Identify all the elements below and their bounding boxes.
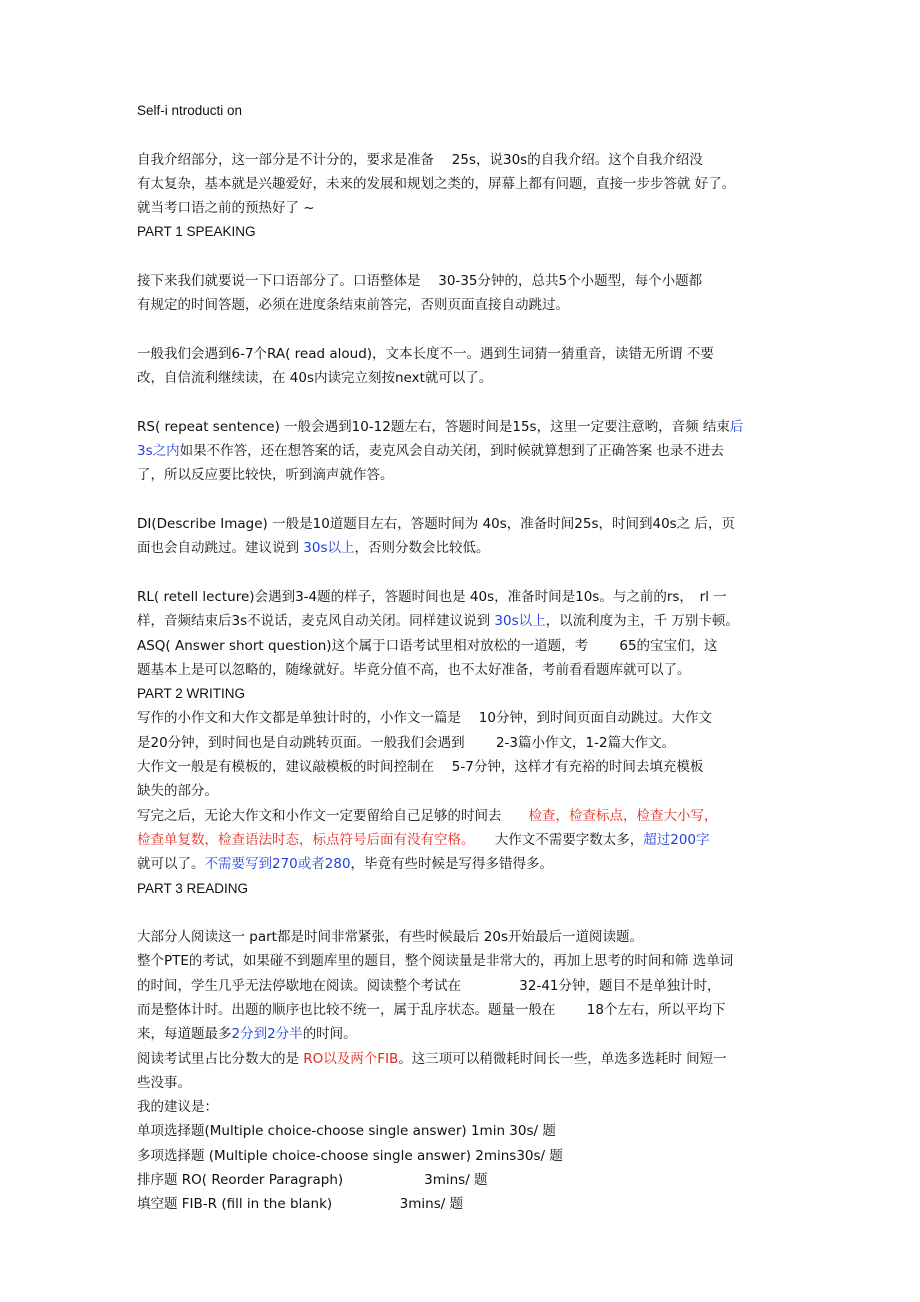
text-run: ，毕竟有些时候是写得多错得多。 <box>350 856 554 873</box>
paragraph-line <box>137 852 787 876</box>
spacer <box>137 488 787 512</box>
text-run: 来，每道题最多 <box>137 1026 232 1043</box>
highlight-red: RO以及两个FIB <box>303 1050 399 1067</box>
highlight-blue: 3s之内 <box>137 443 180 460</box>
paragraph-line <box>137 536 787 560</box>
highlight-blue: 30s以上 <box>303 540 355 557</box>
paragraph-line: 一般我们会遇到6-7个RA( read aloud)，文本长度不一。遇到生词猜一猜重音，读错无所谓 不要 <box>137 345 714 362</box>
highlight-red: 检查，检查标点，检查大小写， <box>528 807 718 824</box>
paragraph-line: 我的建议是： <box>137 1099 218 1116</box>
text-run: 大作文不需要字数太多， <box>467 831 644 848</box>
paragraph-line: 改，自信流利继续读，在 40s内读完立刻按next就可以了。 <box>137 370 493 387</box>
text-run: 。这三项可以稍微耗时间长一些，单选多选耗时 间短一 <box>398 1050 727 1067</box>
highlight-blue: 30s以上 <box>494 613 546 630</box>
paragraph-line <box>137 439 787 463</box>
text-run: 阅读考试里占比分数大的是 <box>137 1050 304 1067</box>
list-item: 单项选择题(Multiple choice-choose single answer) 1min 30s/ 题 <box>137 1123 556 1140</box>
paragraph-line: 有太复杂，基本就是兴趣爱好，未来的发展和规划之类的，屏幕上都有问题，直接一步步答就 好了。 <box>137 175 736 192</box>
paragraph-line <box>137 1022 787 1046</box>
paragraph-line: 的时间，学生几乎无法停歇地在阅读。阅读整个考试在 32-41分钟，题目不是单独计时， <box>137 977 721 994</box>
paragraph-line: 写作的小作文和大作文都是单独计时的，小作文一篇是 10分钟，到时间页面自动跳过。大作文 <box>137 710 712 727</box>
paragraph-line <box>137 828 787 852</box>
spacer <box>137 391 787 415</box>
paragraph-line: RL( retell lecture)会遇到3-4题的样子，答题时间也是 40s，准备时间是10s。与之前的rs， rl 一 <box>137 588 727 605</box>
text-run: 样，音频结束后3s不说话，麦克风自动关闭。同样建议说到 <box>137 613 495 630</box>
spacer <box>137 318 787 342</box>
paragraph-line: 大部分人阅读这一 part都是时间非常紧张，有些时候最后 20s开始最后一道阅读题。 <box>137 929 643 946</box>
section-heading-speaking: PART 1 SPEAKING <box>137 224 256 240</box>
list-item: 填空题 FIB-R (fill in the blank) 3mins/ 题 <box>137 1196 464 1213</box>
list-item: 排序题 RO( Reorder Paragraph) 3mins/ 题 <box>137 1172 488 1189</box>
paragraph-line <box>137 804 787 828</box>
paragraph-line: DI(Describe Image) 一般是10道题目左右，答题时间为 40s，准备时间25s，时间到40s之 后，页 <box>137 516 736 533</box>
text-run: ，以流利度为主，千 万别卡顿。 <box>545 613 739 630</box>
section-heading-writing: PART 2 WRITING <box>137 686 246 702</box>
text-run: 面也会自动跳过。建议说到 <box>137 540 304 557</box>
paragraph-line: 就当考口语之前的预热好了 ~ <box>137 200 315 217</box>
paragraph-line: 自我介绍部分，这一部分是不计分的，要求是准备 25s，说30s的自我介绍。这个自我介绍没 <box>137 151 703 168</box>
text-run: ，否则分数会比较低。 <box>354 540 490 557</box>
paragraph-line <box>137 1047 787 1071</box>
highlight-blue: 2分到2分半 <box>231 1026 303 1043</box>
paragraph-line: 而是整体计时。出题的顺序也比较不统一，属于乱序状态。题量一般在 18个左右，所以平均下 <box>137 1001 726 1018</box>
highlight-blue: 后 <box>729 418 744 435</box>
text-run: 就可以了。 <box>137 856 205 873</box>
section-heading-reading: PART 3 READING <box>137 880 249 896</box>
paragraph-line: 整个PTE的考试，如果碰不到题库里的题目，整个阅读量是非常大的，再加上思考的时间和筛 选单词 <box>137 953 734 970</box>
paragraph-line: 些没事。 <box>137 1074 191 1091</box>
text-run: 的时间。 <box>302 1026 357 1043</box>
spacer <box>137 901 787 925</box>
paragraph-line <box>137 415 787 439</box>
paragraph-line: 了，所以反应要比较快，听到滴声就作答。 <box>137 467 394 484</box>
text-run: 如果不作答，还在想答案的话，麦克风会自动关闭，到时候就算想到了正确答案 也录不进去 <box>179 443 724 460</box>
paragraph-line: 接下来我们就要说一下口语部分了。口语整体是 30-35分钟的，总共5个小题型，每个小题都 <box>137 273 703 290</box>
section-heading-intro: Self-i ntroducti on <box>137 103 243 118</box>
paragraph-line: 大作文一般是有模板的，建议敲模板的时间控制在 5-7分钟，这样才有充裕的时间去填充模板 <box>137 759 704 776</box>
paragraph-line: 题基本上是可以忽略的，随缘就好。毕竟分值不高，也不太好准备，考前看看题库就可以了。 <box>137 661 691 678</box>
spacer <box>137 561 787 585</box>
list-item: 多项选择题 (Multiple choice-choose single answer) 2mins30s/ 题 <box>137 1147 563 1164</box>
text-run: 写完之后，无论大作文和小作文一定要留给自己足够的时间去 <box>137 807 529 824</box>
paragraph-line: 是20分钟，到时间也是自动跳转页面。一般我们会遇到 2-3篇小作文，1-2篇大作文。 <box>137 734 676 751</box>
paragraph-line <box>137 609 787 633</box>
document-body <box>137 99 787 1217</box>
spacer <box>137 245 787 269</box>
text-run: RS( repeat sentence) 一般会遇到10-12题左右，答题时间是15s，这里一定要注意哟，音频 结束 <box>137 418 730 435</box>
paragraph-line: ASQ( Answer short question)这个属于口语考试里相对放松的一道题，考 65的宝宝们，这 <box>137 637 718 654</box>
paragraph-line: 有规定的时间答题，必须在进度条结束前答完，否则页面直接自动跳过。 <box>137 297 569 314</box>
highlight-blue: 不需要写到270或者280 <box>204 856 351 873</box>
highlight-blue: 超过200字 <box>643 831 710 848</box>
paragraph-line: 缺失的部分。 <box>137 783 218 800</box>
highlight-red: 检查单复数，检查语法时态，标点符号后面有没有空格。 <box>137 831 468 848</box>
spacer <box>137 123 787 147</box>
